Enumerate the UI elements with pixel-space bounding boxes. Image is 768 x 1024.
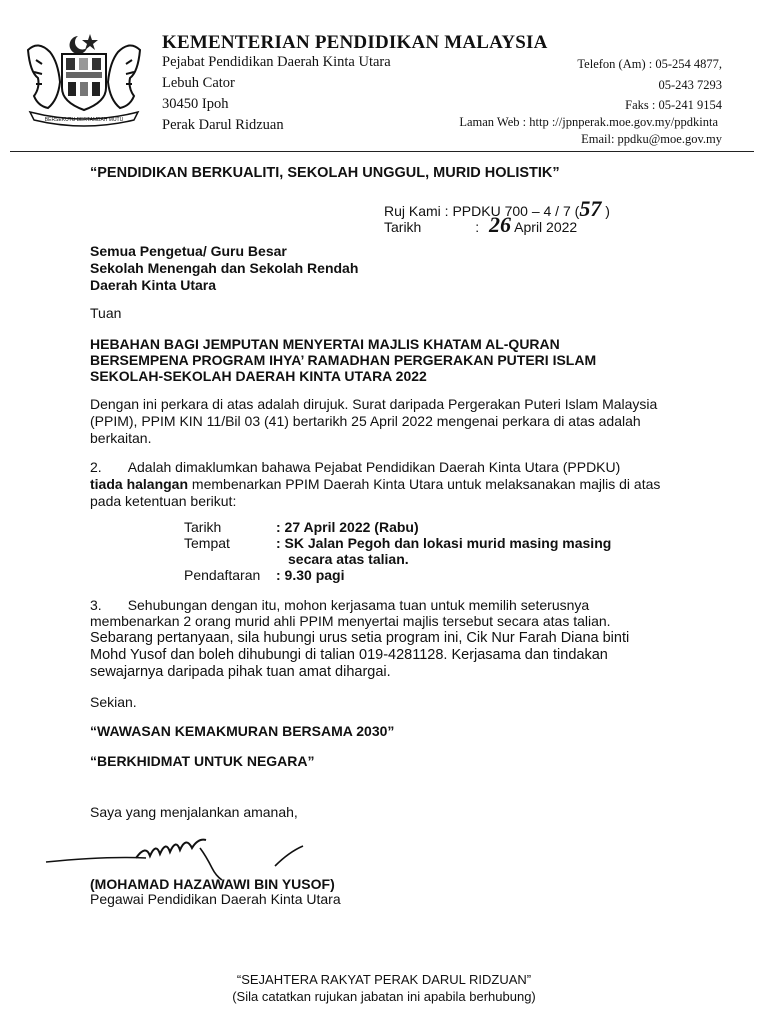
- slogan-berkhidmat: “BERKHIDMAT UNTUK NEGARA”: [90, 753, 315, 769]
- phone-line-1: Telefon (Am) : 05-254 4877,: [577, 57, 722, 71]
- detail-label-venue: Tempat: [184, 535, 230, 551]
- subject-line-2: BERSEMPENA PROGRAM IHYA’ RAMADHAN PERGERAKAN PUTERI ISLAM: [90, 352, 597, 368]
- signatory-name: (MOHAMAD HAZAWAWI BIN YUSOF): [90, 876, 335, 892]
- fax-line: Faks : 05-241 9154: [625, 98, 722, 112]
- para3-line-5: sewajarnya daripada pihak tuan amat dihargai.: [90, 664, 391, 680]
- education-motto: “PENDIDIKAN BERKUALITI, SEKOLAH UNGGUL, MURID HOLISTIK”: [90, 165, 560, 181]
- signatory-title: Pegawai Pendidikan Daerah Kinta Utara: [90, 891, 341, 907]
- salutation: Tuan: [90, 305, 122, 321]
- para2-line-2: tiada halangan membenarkan PPIM Daerah Kinta Utara untuk melaksanakan majlis di atas: [90, 476, 661, 492]
- closing: Sekian.: [90, 694, 137, 710]
- reference-number: Ruj Kami : PPDKU 700 – 4 / 7 (57 ): [384, 196, 610, 221]
- para3-line-3: Sebarang pertanyaan, sila hubungi urus setia program ini, Cik Nur Farah Diana binti: [90, 630, 630, 646]
- para3-line-1: 3. Sehubungan dengan itu, mohon kerjasama tuan untuk memilih seterusnya: [90, 597, 590, 613]
- detail-label-date: Tarikh: [184, 519, 222, 535]
- address-line-3: 30450 Ipoh: [162, 96, 229, 112]
- para1-line-2: (PPIM), PPIM KIN 11/Bil 03 (41) bertarikh 25 April 2022 mengenai perkara di atas adalah: [90, 413, 641, 429]
- reference-date: Tarikh : 26 April 2022: [384, 212, 578, 237]
- para3-line-2: membenarkan 2 orang murid ahli PPIM menyertai majlis tersebut secara atas talian.: [90, 613, 611, 629]
- address-line-1: Pejabat Pendidikan Daerah Kinta Utara: [162, 54, 391, 70]
- coat-of-arms-icon: [22, 30, 146, 128]
- subject-line-3: SEKOLAH-SEKOLAH DAERAH KINTA UTARA 2022: [90, 368, 427, 384]
- trust-line: Saya yang menjalankan amanah,: [90, 804, 298, 820]
- recipient-line-3: Daerah Kinta Utara: [90, 277, 217, 293]
- handwritten-ref-number: 57: [579, 196, 602, 221]
- web-line: Laman Web : http ://jpnperak.moe.gov.my/ppdkinta: [459, 115, 718, 129]
- address-line-2: Lebuh Cator: [162, 75, 235, 91]
- para3-line-4: Mohd Yusof dan boleh dihubungi di talian 019-4281128. Kerjasama dan tindakan: [90, 647, 608, 663]
- crest-motto: BERSEKUTU BERTAMBAH MUTU: [44, 117, 124, 123]
- para2-line-1: 2. Adalah dimaklumkan bahawa Pejabat Pendidikan Daerah Kinta Utara (PPDKU): [90, 459, 621, 475]
- recipient-line-1: Semua Pengetua/ Guru Besar: [90, 243, 287, 259]
- recipient-line-2: Sekolah Menengah dan Sekolah Rendah: [90, 260, 359, 276]
- header-divider: [10, 151, 754, 152]
- footer-note: (Sila catatkan rujukan jabatan ini apabila berhubung): [232, 989, 536, 1004]
- address-line-4: Perak Darul Ridzuan: [162, 117, 284, 133]
- para1-line-3: berkaitan.: [90, 430, 152, 446]
- para2-line-3: pada ketentuan berikut:: [90, 493, 237, 509]
- slogan-wawasan: “WAWASAN KEMAKMURAN BERSAMA 2030”: [90, 723, 395, 739]
- subject-line-1: HEBAHAN BAGI JEMPUTAN MENYERTAI MAJLIS KHATAM AL-QURAN: [90, 336, 560, 352]
- footer-slogan: “SEJAHTERA RAKYAT PERAK DARUL RIDZUAN”: [236, 972, 532, 987]
- para1-line-1: Dengan ini perkara di atas adalah dirujuk. Surat daripada Pergerakan Puteri Islam Malaysia: [90, 396, 658, 412]
- detail-value-venue: : SK Jalan Pegoh dan lokasi murid masing masing: [276, 535, 612, 551]
- detail-value-venue-2: secara atas talian.: [288, 551, 409, 567]
- detail-value-registration: : 9.30 pagi: [276, 567, 345, 583]
- org-name: KEMENTERIAN PENDIDIKAN MALAYSIA: [162, 32, 548, 53]
- email-line: Email: ppdku@moe.gov.my: [581, 132, 722, 146]
- phone-line-2: 05-243 7293: [658, 78, 722, 92]
- detail-label-registration: Pendaftaran: [184, 567, 261, 583]
- handwritten-day: 26: [489, 212, 512, 237]
- detail-value-date: : 27 April 2022 (Rabu): [276, 519, 419, 535]
